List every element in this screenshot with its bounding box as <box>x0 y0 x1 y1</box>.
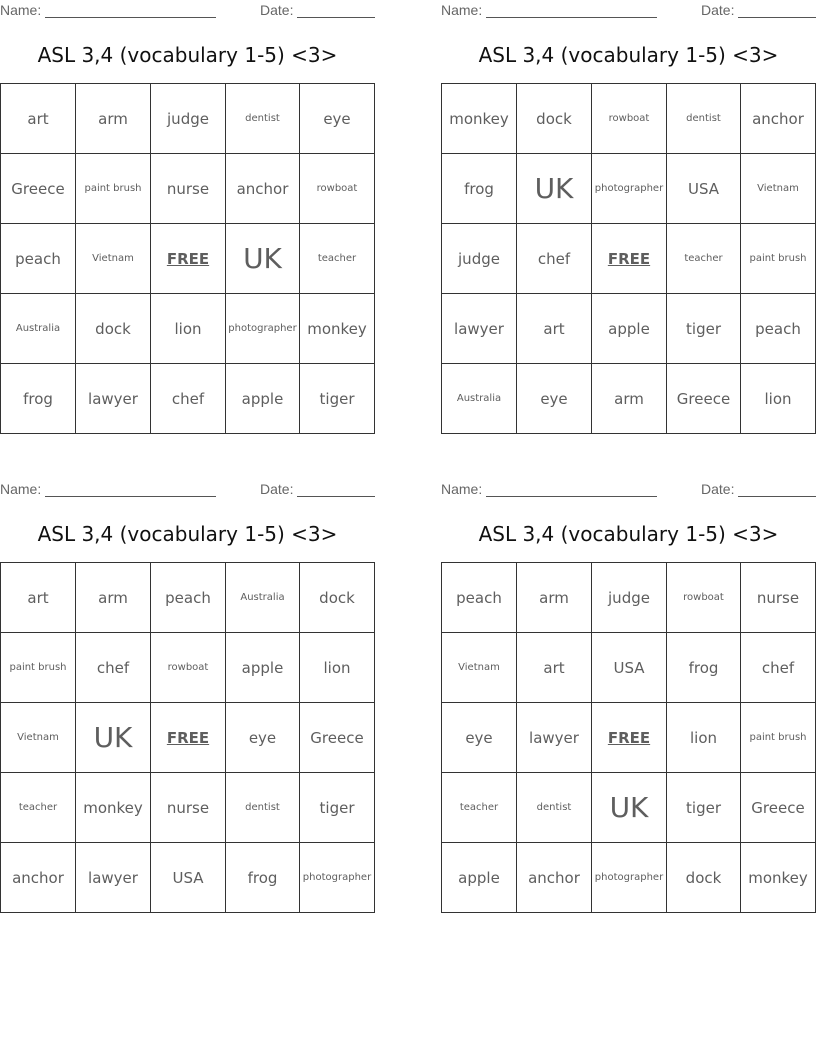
bingo-card-1 <box>0 0 375 435</box>
bingo-cell: UK <box>76 703 151 773</box>
bingo-cell: lion <box>151 294 226 364</box>
bingo-cell: art <box>517 633 592 703</box>
bingo-cell: Vietnam <box>442 633 517 703</box>
card-title: ASL 3,4 (vocabulary 1-5) <3> <box>478 522 779 546</box>
bingo-cell: teacher <box>667 224 741 294</box>
bingo-cell: dock <box>300 563 375 633</box>
name-label: Name: <box>0 2 42 18</box>
bingo-cell: anchor <box>741 84 816 154</box>
bingo-cell: Vietnam <box>741 154 816 224</box>
bingo-cell: chef <box>517 224 592 294</box>
bingo-cell: paint brush <box>741 703 816 773</box>
bingo-cell: Greece <box>741 773 816 843</box>
date-label: Date: <box>701 2 735 18</box>
card-title: ASL 3,4 (vocabulary 1-5) <3> <box>37 43 338 67</box>
bingo-cell: judge <box>442 224 517 294</box>
name-label: Name: <box>441 481 483 497</box>
name-field-line <box>45 17 216 18</box>
bingo-cell: paint brush <box>76 154 151 224</box>
bingo-cell: tiger <box>667 773 741 843</box>
name-label: Name: <box>0 481 42 497</box>
bingo-cell: tiger <box>667 294 741 364</box>
bingo-cell: photographer <box>300 843 375 913</box>
bingo-cell: Australia <box>1 294 76 364</box>
bingo-cell: arm <box>517 563 592 633</box>
bingo-cell: Greece <box>667 364 741 434</box>
bingo-cell: Vietnam <box>1 703 76 773</box>
date-field-line <box>297 496 375 497</box>
bingo-cell: apple <box>226 364 300 434</box>
bingo-cell: rowboat <box>151 633 226 703</box>
name-field-line <box>486 496 657 497</box>
bingo-cell: lion <box>300 633 375 703</box>
bingo-cell: apple <box>592 294 667 364</box>
card-header <box>441 481 816 499</box>
date-label: Date: <box>260 2 294 18</box>
bingo-cell: eye <box>226 703 300 773</box>
bingo-cell: USA <box>667 154 741 224</box>
bingo-grid <box>441 83 816 434</box>
bingo-cell: Vietnam <box>76 224 151 294</box>
free-space: FREE <box>592 224 667 294</box>
bingo-cell: lawyer <box>442 294 517 364</box>
card-header <box>0 481 375 499</box>
bingo-cell: rowboat <box>300 154 375 224</box>
bingo-cell: frog <box>442 154 517 224</box>
date-label: Date: <box>260 481 294 497</box>
bingo-cell: tiger <box>300 364 375 434</box>
bingo-cell: photographer <box>226 294 300 364</box>
bingo-cell: lion <box>667 703 741 773</box>
name-label: Name: <box>441 2 483 18</box>
bingo-cell: Greece <box>300 703 375 773</box>
bingo-card-4 <box>441 479 816 914</box>
bingo-cell: lion <box>741 364 816 434</box>
bingo-cell: dock <box>667 843 741 913</box>
bingo-cell: rowboat <box>592 84 667 154</box>
free-space: FREE <box>151 224 226 294</box>
bingo-cell: monkey <box>741 843 816 913</box>
bingo-cell: eye <box>300 84 375 154</box>
bingo-cell: USA <box>592 633 667 703</box>
bingo-cell: UK <box>517 154 592 224</box>
bingo-cell: paint brush <box>1 633 76 703</box>
bingo-cell: teacher <box>442 773 517 843</box>
card-title: ASL 3,4 (vocabulary 1-5) <3> <box>37 522 338 546</box>
bingo-cell: art <box>1 563 76 633</box>
bingo-cell: lawyer <box>76 843 151 913</box>
bingo-cell: peach <box>741 294 816 364</box>
bingo-cell: chef <box>151 364 226 434</box>
bingo-cell: anchor <box>517 843 592 913</box>
free-space: FREE <box>592 703 667 773</box>
bingo-cell: rowboat <box>667 563 741 633</box>
card-title: ASL 3,4 (vocabulary 1-5) <3> <box>478 43 779 67</box>
bingo-cell: monkey <box>76 773 151 843</box>
date-field-line <box>297 17 375 18</box>
bingo-cell: dentist <box>517 773 592 843</box>
bingo-cell: judge <box>151 84 226 154</box>
bingo-cell: tiger <box>300 773 375 843</box>
bingo-grid <box>441 562 816 913</box>
bingo-cell: nurse <box>741 563 816 633</box>
bingo-cell: arm <box>76 563 151 633</box>
bingo-cell: teacher <box>1 773 76 843</box>
bingo-cell: lawyer <box>76 364 151 434</box>
bingo-cell: art <box>517 294 592 364</box>
bingo-cell: frog <box>667 633 741 703</box>
bingo-cell: arm <box>592 364 667 434</box>
bingo-cell: art <box>1 84 76 154</box>
bingo-cell: dentist <box>226 773 300 843</box>
bingo-cell: teacher <box>300 224 375 294</box>
bingo-cell: paint brush <box>741 224 816 294</box>
bingo-cell: lawyer <box>517 703 592 773</box>
bingo-cell: nurse <box>151 154 226 224</box>
bingo-cell: dock <box>517 84 592 154</box>
bingo-cell: photographer <box>592 154 667 224</box>
bingo-cell: USA <box>151 843 226 913</box>
bingo-cell: eye <box>517 364 592 434</box>
bingo-cell: Australia <box>442 364 517 434</box>
bingo-cell: frog <box>226 843 300 913</box>
bingo-grid <box>0 83 375 434</box>
bingo-cell: frog <box>1 364 76 434</box>
bingo-cell: UK <box>592 773 667 843</box>
free-space: FREE <box>151 703 226 773</box>
bingo-cell: monkey <box>300 294 375 364</box>
name-field-line <box>486 17 657 18</box>
bingo-cell: UK <box>226 224 300 294</box>
bingo-cell: judge <box>592 563 667 633</box>
bingo-cell: monkey <box>442 84 517 154</box>
bingo-cell: dentist <box>667 84 741 154</box>
bingo-cell: apple <box>442 843 517 913</box>
card-header <box>441 2 816 20</box>
bingo-cell: arm <box>76 84 151 154</box>
bingo-cell: anchor <box>226 154 300 224</box>
card-header <box>0 2 375 20</box>
bingo-card-2 <box>441 0 816 435</box>
bingo-cell: dock <box>76 294 151 364</box>
bingo-cell: dentist <box>226 84 300 154</box>
bingo-cell: apple <box>226 633 300 703</box>
bingo-cell: peach <box>151 563 226 633</box>
bingo-cell: Australia <box>226 563 300 633</box>
bingo-cell: nurse <box>151 773 226 843</box>
bingo-grid <box>0 562 375 913</box>
bingo-cell: Greece <box>1 154 76 224</box>
bingo-cell: chef <box>76 633 151 703</box>
bingo-cell: chef <box>741 633 816 703</box>
bingo-cell: photographer <box>592 843 667 913</box>
bingo-cell: peach <box>442 563 517 633</box>
name-field-line <box>45 496 216 497</box>
bingo-card-3 <box>0 479 375 914</box>
bingo-cell: anchor <box>1 843 76 913</box>
bingo-cell: eye <box>442 703 517 773</box>
date-field-line <box>738 496 816 497</box>
date-field-line <box>738 17 816 18</box>
bingo-cell: peach <box>1 224 76 294</box>
date-label: Date: <box>701 481 735 497</box>
